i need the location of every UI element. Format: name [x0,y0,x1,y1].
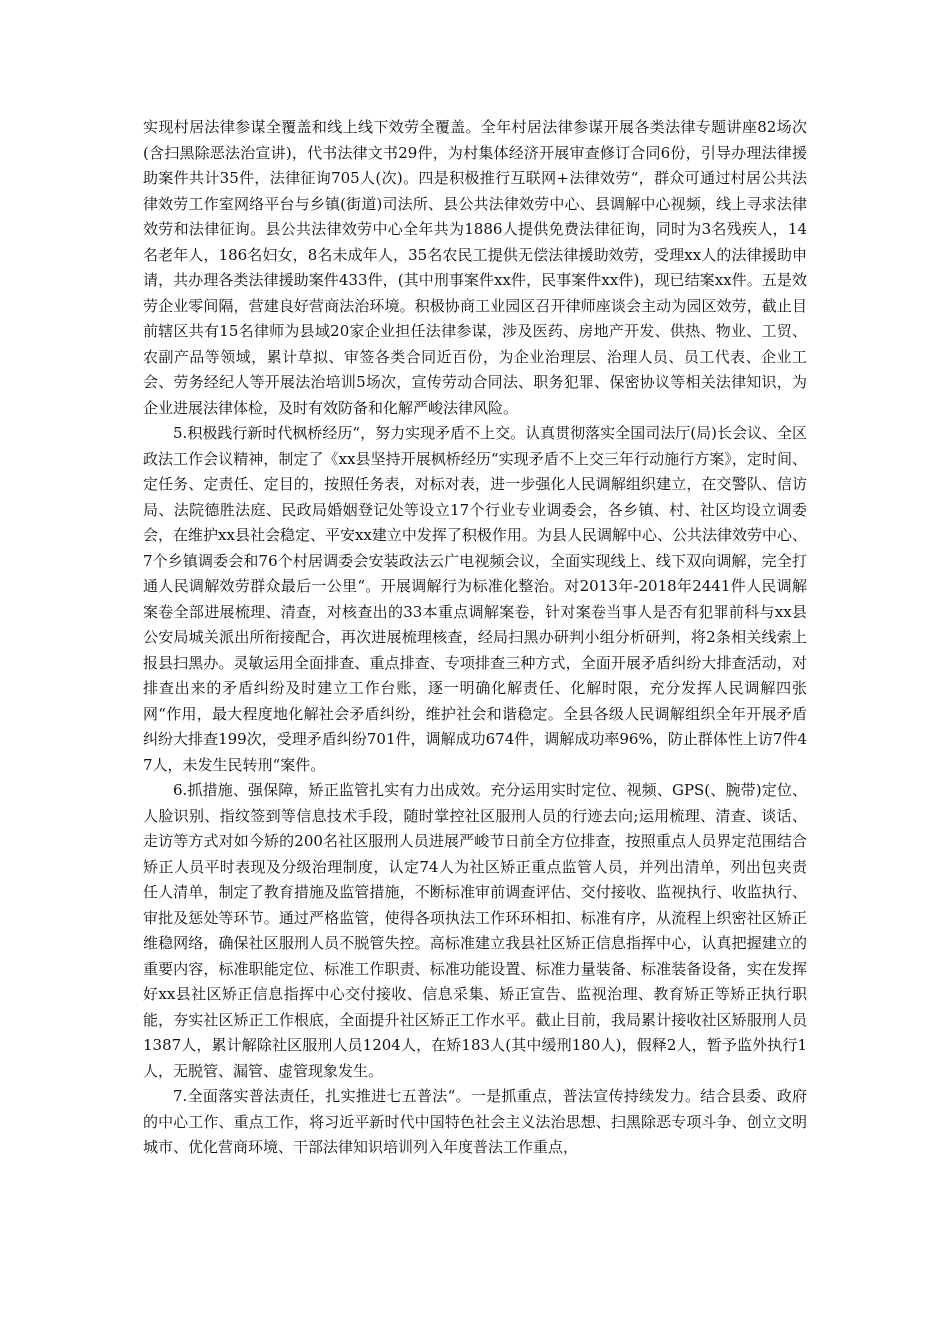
paragraph-1: 实现村居法律参谋全覆盖和线上线下效劳全覆盖。全年村居法律参谋开展各类法律专题讲座82场次(含扫黑除恶法治宣讲)，代书法律文书29件，为村集体经济开展审查修订合同6份，引导办理法律援助案件共计35件，法律征询705人(次)。四是积极推行互联网+法律效劳“，群众可通过村居公共法律效劳工作室网络平台与乡镇(街道)司法所、县公共法律效劳中心、县调解中心视频，线上寻求法律效劳和法律征询。县公共法律效劳中心全年共为1886人提供免费法律征询，同时为3名残疾人，14名老年人，186名妇女，8名未成年人，35名农民工提供无偿法律援助效劳，受理xx人的法律援助申请，共办理各类法律援助案件433件，(其中刑事案件xx件，民事案件xx件)，现已结案xx件。五是效劳企业零间隔，营建良好营商法治环境。积极协商工业园区召开律师座谈会主动为园区效劳，截止目前辖区共有15名律师为县域20家企业担任法律参谋，涉及医药、房地产开发、供热、物业、工贸、农副产品等领域，累计草拟、审签各类合同近百份，为企业治理层、治理人员、员工代表、企业工会、劳务经纪人等开展法治培训5场次，宣传劳动合同法、职务犯罪、保密协议等相关法律知识，为企业进展法律体检，及时有效防备和化解严峻法律风险。 [143,118,807,417]
paragraph-3: 6.抓措施、强保障，矫正监管扎实有力出成效。充分运用实时定位、视频、GPS(、腕带)定位、人脸识别、指纹签到等信息技术手段，随时掌控社区服刑人员的行迹去向;运用梳理、清查、谈话、走访等方式对如今矫的200名社区服刑人员进展严峻节日前全方位排查，按照重点人员界定范围结合矫正人员平时表现及分级治理制度，认定74人为社区矫正重点监管人员，并列出清单，列出包夹责任人清单，制定了教育措施及监管措施，不断标准审前调查评估、交付接收、监视执行、收监执行、审批及惩处等环节。通过严格监管，使得各项执法工作环环相扣、标准有序，从流程上织密社区矫正维稳网络，确保社区服刑人员不脱管失控。高标准建立我县社区矫正信息指挥中心，认真把握建立的重要内容，标准职能定位、标准工作职责、标准功能设置、标准力量装备、标准装备设备，实在发挥好xx县社区矫正信息指挥中心交付接收、信息采集、矫正宣告、监视治理、教育矫正等矫正执行职能，夯实社区矫正工作根底，全面提升社区矫正工作水平。截止目前，我局累计接收社区矫服刑人员1387人，累计解除社区服刑人员1204人，在矫183人(其中缓刑180人)，假释2人，暂予监外执行1人，无脱管、漏管、虚管现象发生。 [143,781,807,1080]
document-page [143,115,807,1161]
paragraph-4: 7.全面落实普法责任，扎实推进七五普法“。一是抓重点，普法宣传持续发力。结合县委、政府的中心工作、重点工作，将习近平新时代中国特色社会主义法治思想、扫黑除恶专项斗争、创立文明城市、优化营商环境、干部法律知识培训列入年度普法工作重点， [143,1087,807,1156]
paragraph-2: 5.积极践行新时代枫桥经历“，努力实现矛盾不上交。认真贯彻落实全国司法厅(局)长会议、全区政法工作会议精神，制定了《xx县坚持开展枫桥经历“实现矛盾不上交三年行动施行方案》，定时间、定任务、定责任、定目的，按照任务表，对标对表，进一步强化人民调解组织建立，在交警队、信访局、法院德胜法庭、民政局婚姻登记处等设立17个行业专业调委会，各乡镇、村、社区均设立调委会，在维护xx县社会稳定、平安xx建立中发挥了积极作用。为县人民调解中心、公共法律效劳中心、7个乡镇调委会和76个村居调委会安装政法云广电视频会议，全面实现线上、线下双向调解，完全打通人民调解效劳群众最后一公里“。开展调解行为标准化整治。对2013年-2018年2441件人民调解案卷全部进展梳理、清查，对核查出的33本重点调解案卷，针对案卷当事人是否有犯罪前科与xx县公安局城关派出所衔接配合，再次进展梳理核查，经局扫黑办研判小组分析研判，将2条相关线索上报县扫黑办。灵敏运用全面排查、重点排查、专项排查三种方式，全面开展矛盾纠纷大排查活动，对排查出来的矛盾纠纷及时建立工作台账，逐一明确化解责任、化解时限，充分发挥人民调解四张网“作用，最大程度地化解社会矛盾纠纷，维护社会和谐稳定。全县各级人民调解组织全年开展矛盾纠纷大排查199次，受理矛盾纠纷701件，调解成功674件，调解成功率96%，防止群体性上访7件47人，未发生民转刑“案件。 [143,424,807,774]
